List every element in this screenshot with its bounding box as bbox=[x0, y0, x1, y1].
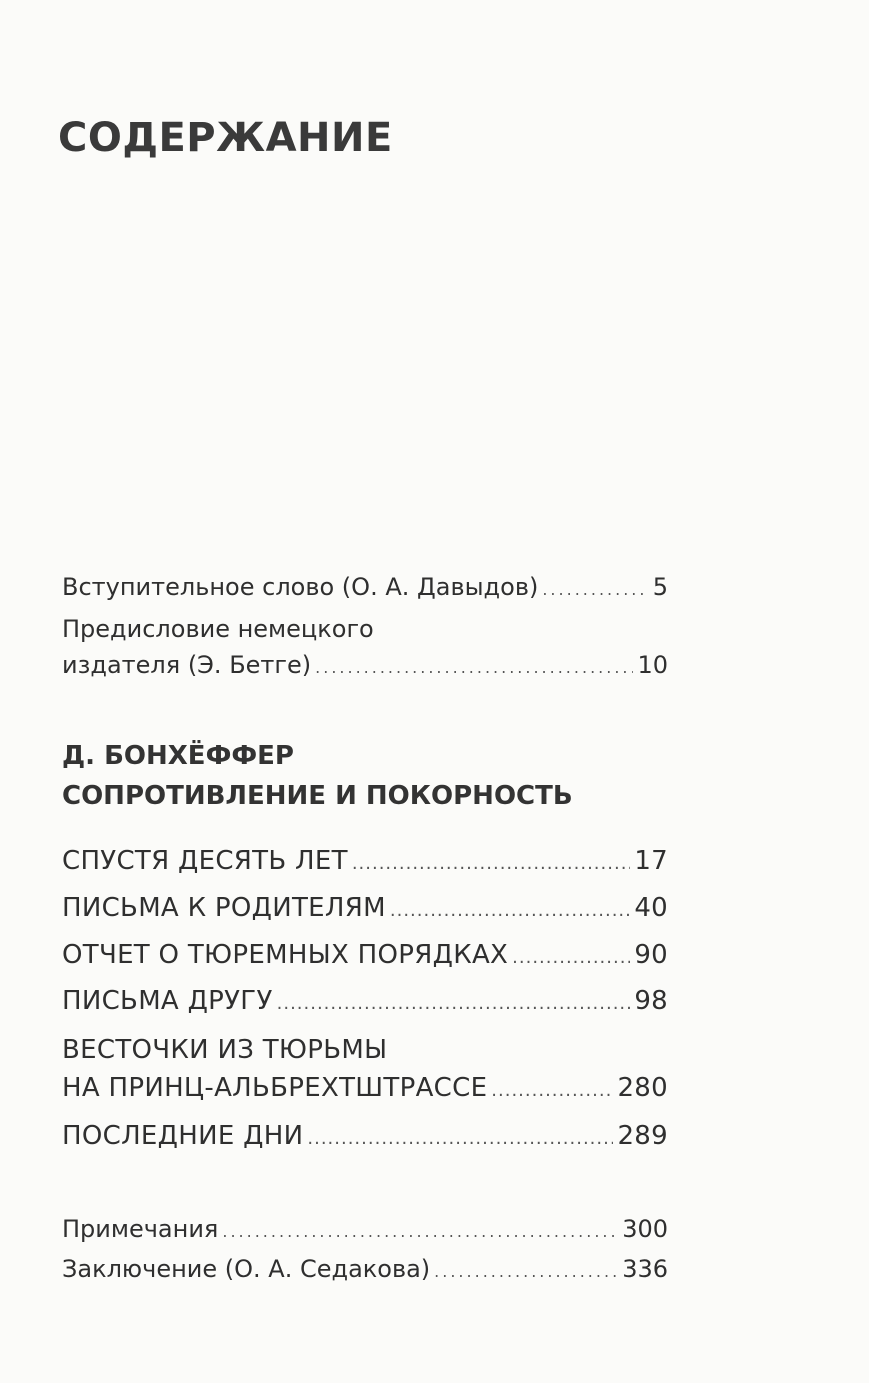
toc-entry-page: 10 bbox=[637, 651, 668, 679]
toc-entry-notes[interactable] bbox=[62, 1214, 668, 1247]
toc-entry-chapter-5[interactable] bbox=[62, 1072, 668, 1107]
leader-dots bbox=[277, 988, 631, 1020]
page-title: СОДЕРЖАНИЕ bbox=[58, 115, 393, 161]
toc-entry-label: Заключение (О. А. Седакова) bbox=[62, 1255, 431, 1283]
toc-entry-page: 98 bbox=[634, 986, 668, 1016]
leader-dots bbox=[491, 1075, 613, 1107]
toc-entry-page: 17 bbox=[634, 846, 668, 876]
leader-dots bbox=[307, 1123, 613, 1155]
toc-entry-label: ПИСЬМА ДРУГУ bbox=[62, 986, 273, 1016]
section-author: Д. БОНХЁФФЕР bbox=[62, 741, 294, 771]
toc-entry-preface[interactable] bbox=[62, 650, 668, 683]
leader-dots bbox=[434, 1257, 618, 1287]
toc-entry-page: 280 bbox=[617, 1073, 668, 1103]
leader-dots bbox=[542, 575, 648, 605]
toc-entry-chapter-2[interactable] bbox=[62, 892, 668, 927]
toc-entry-label-line1: Предисловие немецкого bbox=[62, 615, 374, 643]
toc-entry-label: НА ПРИНЦ-АЛЬБРЕХТШТРАССЕ bbox=[62, 1073, 488, 1103]
leader-dots bbox=[315, 653, 633, 683]
toc-entry-chapter-1[interactable] bbox=[62, 845, 668, 880]
section-title: СОПРОТИВЛЕНИЕ И ПОКОРНОСТЬ bbox=[62, 781, 573, 811]
toc-entry-page: 289 bbox=[617, 1121, 668, 1151]
toc-entry-chapter-4[interactable] bbox=[62, 985, 668, 1020]
toc-entry-label: Вступительное слово (О. А. Давыдов) bbox=[62, 573, 539, 601]
toc-entry-label: СПУСТЯ ДЕСЯТЬ ЛЕТ bbox=[62, 846, 348, 876]
toc-entry-page: 40 bbox=[634, 893, 668, 923]
toc-entry-intro-word[interactable] bbox=[62, 572, 668, 605]
toc-entry-label: ПОСЛЕДНИЕ ДНИ bbox=[62, 1121, 304, 1151]
toc-entry-label: ПИСЬМА К РОДИТЕЛЯМ bbox=[62, 893, 386, 923]
leader-dots bbox=[512, 942, 630, 974]
leader-dots bbox=[352, 848, 630, 880]
toc-entry-conclusion[interactable] bbox=[62, 1254, 668, 1287]
toc-entry-page: 90 bbox=[634, 940, 668, 970]
toc-entry-page: 300 bbox=[622, 1215, 668, 1243]
toc-entry-page: 336 bbox=[622, 1255, 668, 1283]
toc-entry-label: издателя (Э. Бетге) bbox=[62, 651, 312, 679]
toc-entry-chapter-6[interactable] bbox=[62, 1120, 668, 1155]
leader-dots bbox=[222, 1217, 618, 1247]
toc-entry-page: 5 bbox=[652, 573, 668, 601]
leader-dots bbox=[390, 895, 630, 927]
toc-entry-label-line1: ВЕСТОЧКИ ИЗ ТЮРЬМЫ bbox=[62, 1035, 388, 1065]
toc-entry-label: Примечания bbox=[62, 1215, 219, 1243]
toc-entry-chapter-3[interactable] bbox=[62, 939, 668, 974]
toc-entry-label: ОТЧЕТ О ТЮРЕМНЫХ ПОРЯДКАХ bbox=[62, 940, 509, 970]
